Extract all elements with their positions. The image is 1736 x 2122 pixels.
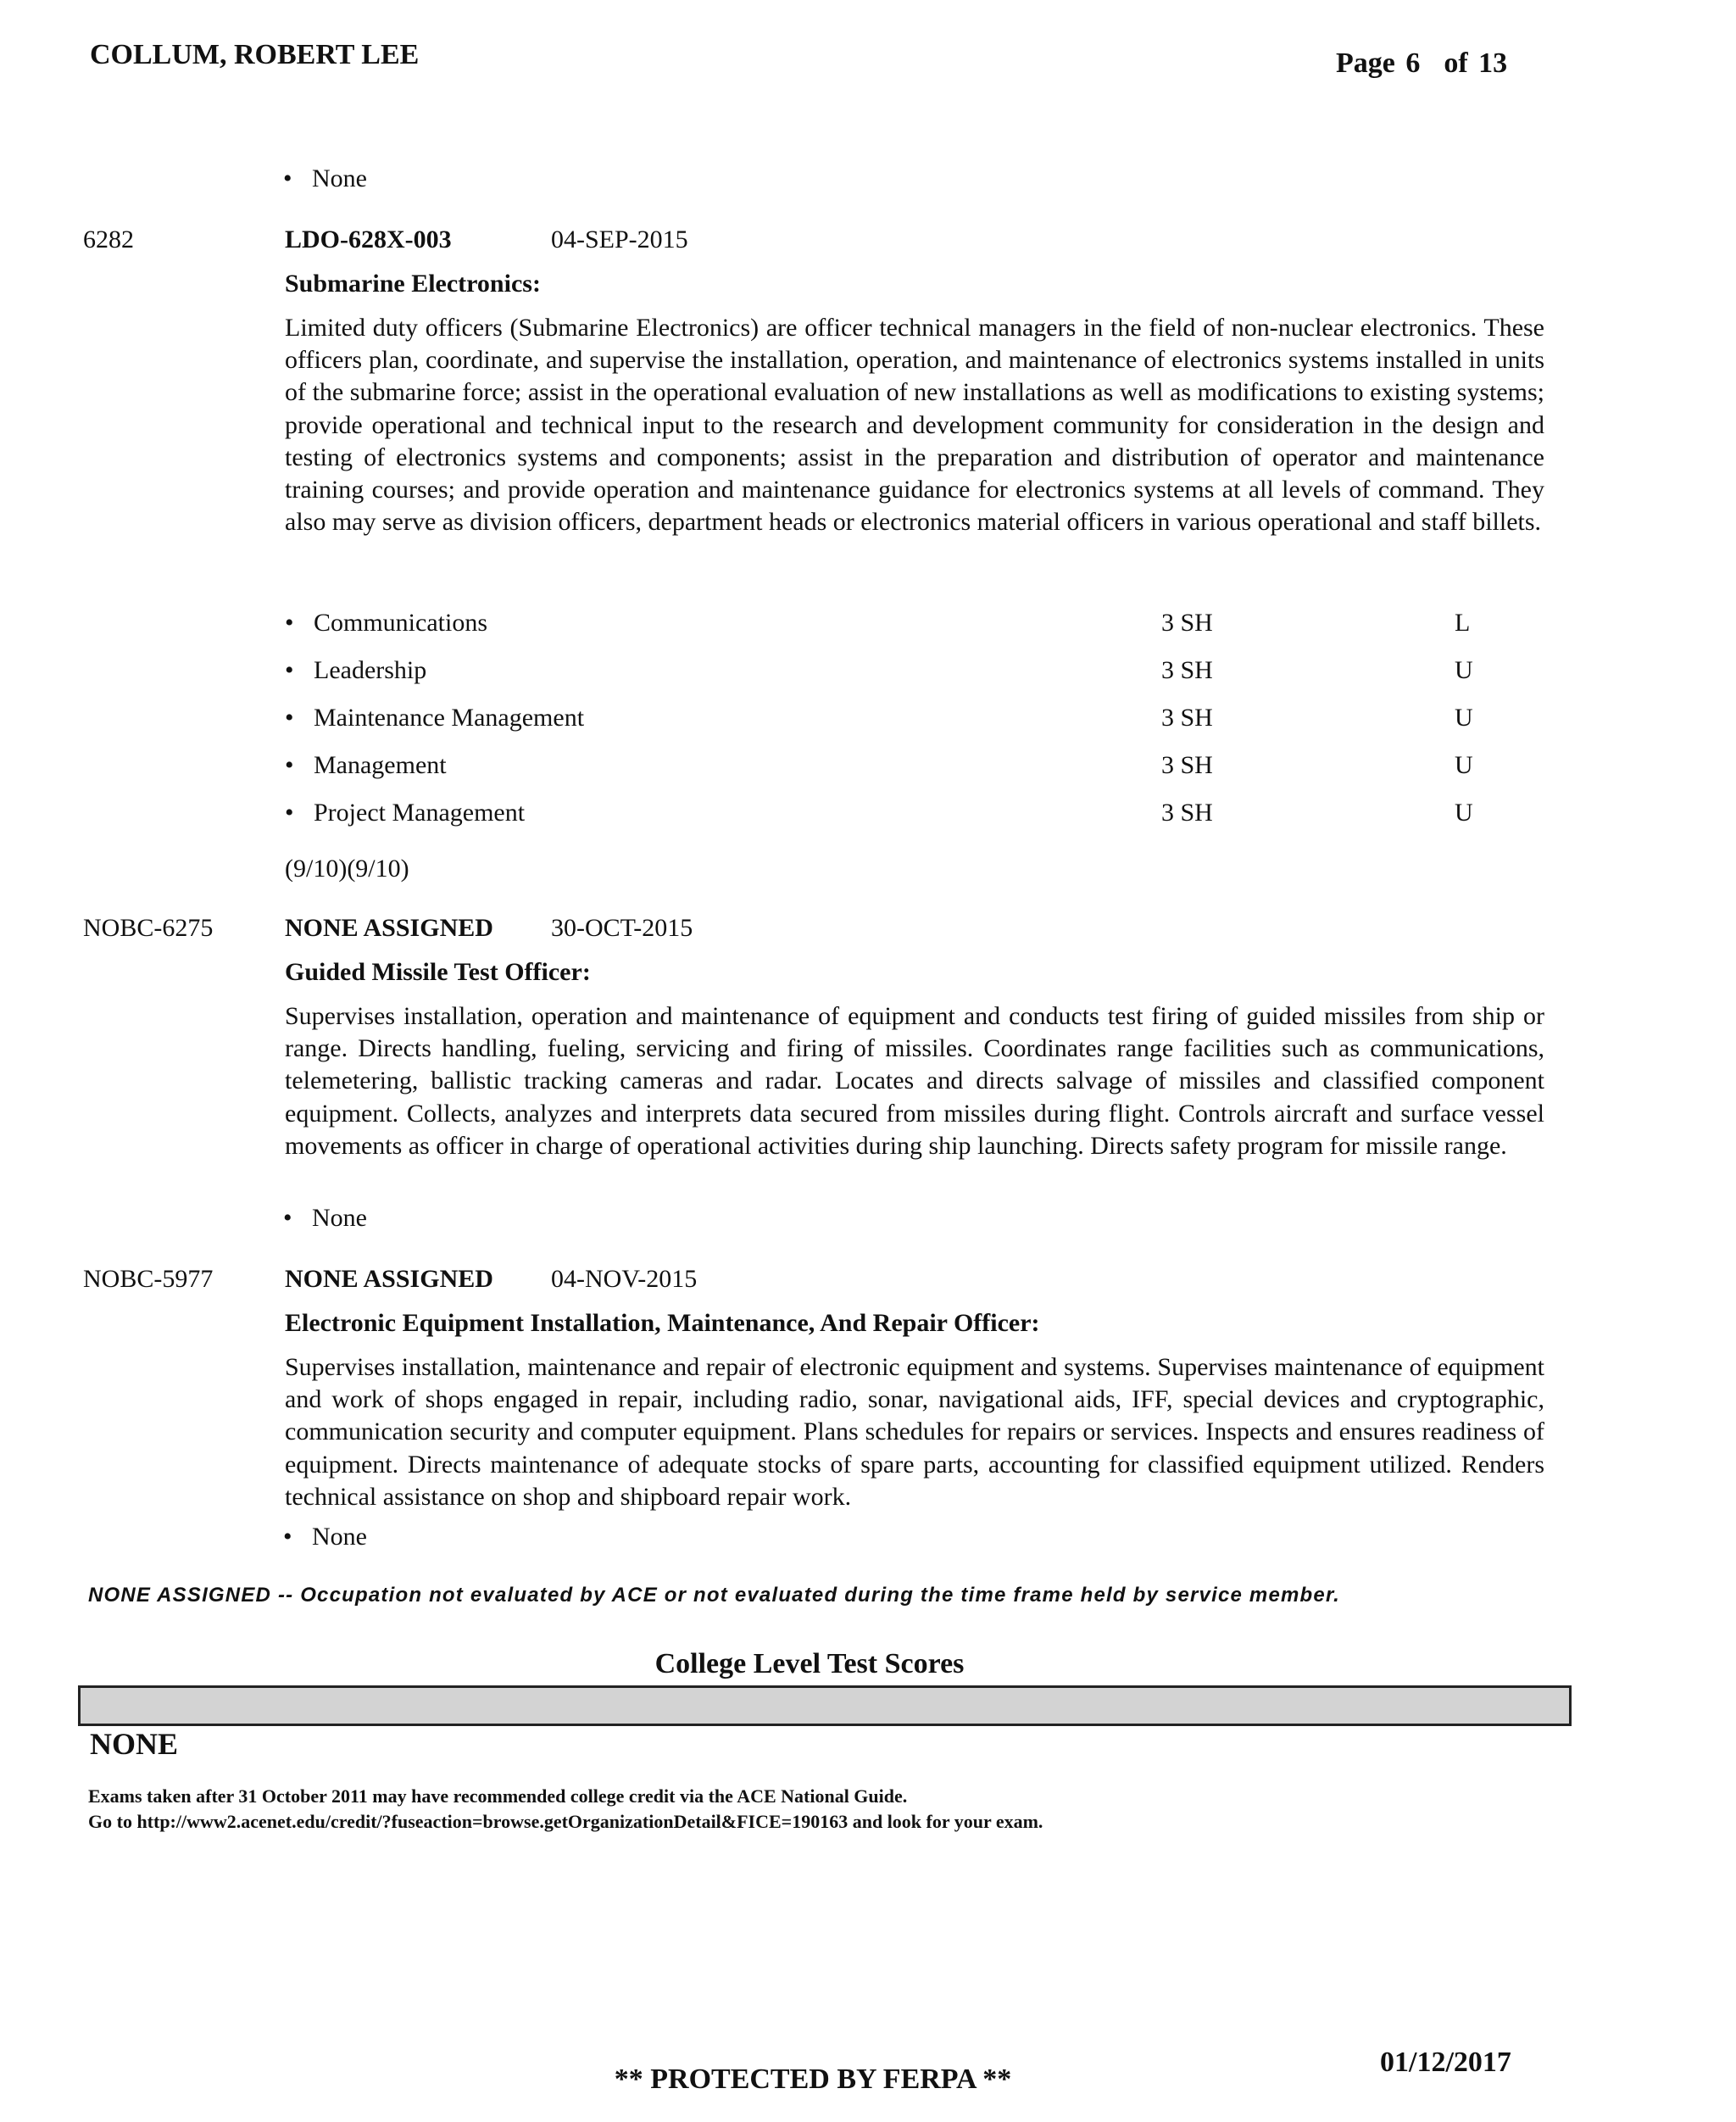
credit-row	[285, 702, 1556, 734]
credit-hours: 3 SH	[1161, 799, 1213, 827]
credit-level: U	[1455, 704, 1473, 732]
occupation-date: 04-SEP-2015	[551, 226, 688, 253]
student-name: COLLUM, ROBERT LEE	[90, 39, 420, 70]
credit-row	[285, 797, 1556, 829]
credit-hours: 3 SH	[1161, 751, 1213, 779]
occupation-date: 04-NOV-2015	[551, 1265, 698, 1293]
credit-row	[285, 654, 1556, 687]
credit-row	[285, 749, 1556, 782]
ace-id: NONE ASSIGNED	[285, 914, 493, 942]
occupation-title: Electronic Equipment Installation, Maintenance, And Repair Officer:	[285, 1309, 1040, 1337]
ferpa-notice: ** PROTECTED BY FERPA **	[614, 2064, 1012, 2095]
occupation-date: 30-OCT-2015	[551, 914, 693, 942]
section-bar	[78, 1685, 1572, 1726]
page-indicator	[1336, 47, 1507, 80]
credit-hours: 3 SH	[1161, 609, 1213, 637]
occupation-description: Supervises installation, operation and maintenance of equipment and conducts test firing of guided missiles from ship or range. Directs handling, fueling, servicing and firing of missiles. Coordinates range facilities such as communications, telemetering, ballistic tracking cameras and radar. Locates and directs salvage of missiles and classified component equipment. Collects, analyzes and interprets data secured from missiles during flight. Controls aircraft and surface vessel movements as officer in charge of operational activities during ship launching. Directs safety program for missile range.	[285, 1002, 1544, 1160]
test-scores-value: NONE	[90, 1727, 179, 1761]
exam-note-line2: Go to http://www2.acenet.edu/credit/?fuseaction=browse.getOrganizationDetail&FICE=190163 and look for your exam.	[88, 1811, 1043, 1832]
credit-subject: • Project Management	[314, 797, 525, 829]
credit-hours: 3 SH	[1161, 656, 1213, 684]
credit-hours: 3 SH	[1161, 704, 1213, 732]
section-title: College Level Test Scores	[654, 1648, 965, 1679]
page-total: of 13	[1444, 47, 1508, 79]
occupation-code: NOBC-6275	[83, 914, 214, 942]
credit-subject: • Maintenance Management	[314, 702, 584, 734]
occupation-description: Supervises installation, maintenance and repair of electronic equipment and systems. Supervises maintenance of equipment and work of shops engaged in repair, including radio, sonar, navigational aids, IFF, special devices and cryptographic, communication security and computer equipment. Plans schedules for repairs or services. Inspects and ensures readiness of equipment. Directs maintenance of adequate stocks of spare parts, accounting for classified equipment utilized. Renders technical assistance on shop and shipboard repair work.	[285, 1353, 1544, 1511]
list-item: • None	[312, 1202, 367, 1234]
credit-level: U	[1455, 799, 1473, 827]
occupation-code: NOBC-5977	[83, 1265, 214, 1293]
ace-id: LDO-628X-003	[285, 226, 452, 253]
page-number: Page 6	[1336, 47, 1421, 79]
credit-level: U	[1455, 656, 1473, 684]
occupation-title: Guided Missile Test Officer:	[285, 958, 591, 986]
exam-note-line1: Exams taken after 31 October 2011 may have recommended college credit via the ACE National Guide.	[88, 1785, 908, 1807]
credit-subject: • Management	[314, 749, 447, 782]
credit-subject: • Leadership	[314, 654, 426, 687]
ace-id: NONE ASSIGNED	[285, 1265, 493, 1293]
footer-date: 01/12/2017	[1380, 2047, 1511, 2078]
list-item: • None	[312, 1521, 367, 1553]
none-assigned-note: NONE ASSIGNED -- Occupation not evaluated by ACE or not evaluated during the time frame held by service member.	[88, 1584, 1341, 1607]
credit-level: U	[1455, 751, 1473, 779]
list-item: • None	[312, 163, 367, 195]
occupation-code: 6282	[83, 226, 134, 253]
dates-note: (9/10)(9/10)	[285, 855, 409, 883]
occupation-title: Submarine Electronics:	[285, 270, 541, 298]
credit-level: L	[1455, 609, 1471, 637]
credit-subject: • Communications	[314, 607, 487, 639]
occupation-description: Limited duty officers (Submarine Electronics) are officer technical managers in the field of non-nuclear electronics. These officers plan, coordinate, and supervise the installation, operation, and maintenance of electronics systems installed in units of the submarine force; assist in the operational evaluation of new installations as well as modifications to existing systems; provide operational and technical input to the research and development community for consideration in the design and testing of electronics systems and components; assist in the preparation and distribution of operator and maintenance training courses; and provide operation and maintenance guidance for electronics systems at all levels of command. They also may serve as division officers, department heads or electronics material officers in various operational and staff billets.	[285, 314, 1544, 537]
credit-row	[285, 607, 1556, 639]
